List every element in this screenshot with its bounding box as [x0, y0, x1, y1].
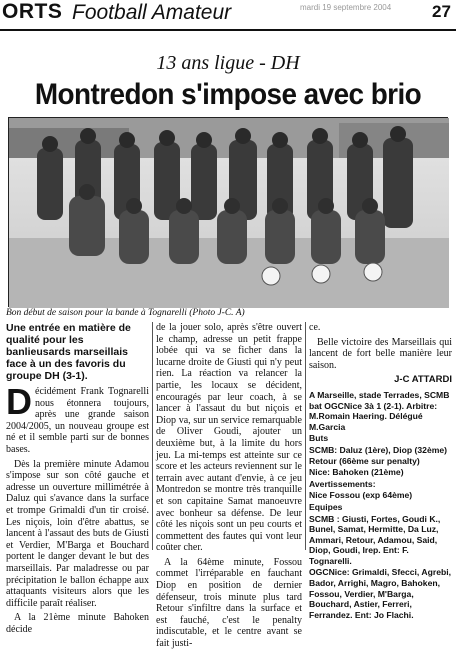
- photo-caption: Bon début de saison pour la bande à Tognarelli (Photo J-C. A): [6, 308, 245, 318]
- article-paragraph: Décidément Frank Tognarelli nous étonnera toujours, après une grande saison 2004/2005, un nouveau groupe est né et il semble parti sur de bonnes bases.: [6, 381, 149, 455]
- article-column-2: [156, 322, 302, 653]
- article-paragraph: de la jouer solo, après s'être ouvert le champ, adresse un petit frappe lobée qui va se ficher dans la lucarne droite de Giusti qui n'y peut rien. La réaction va relancer la partie, les locaux se décident, encouragés par leur coach, à se lancer à l'assaut du but niçois et Diop va, sur un service remarquable de Oliver Goudi, ajouter un deuxième but, à la limite du hors jeu. La mi-temps est atteinte sur ce score et les acteurs reviennent sur le terrain avec autant d'envie, à ce jeu Montredon se montre très tranquille et son capitaine Samat manoeuvre avec bonheur sa défense. De leur côté les niçois sont un peu courts et commettent des fautes qui vont leur coûter cher.: [156, 322, 302, 554]
- drop-cap: D: [6, 381, 32, 422]
- summary-line: Nice: Bahoken (21ème): [309, 467, 404, 478]
- team-photo: [8, 117, 448, 307]
- article-kicker: 13 ans ligue - DH: [156, 52, 300, 74]
- article-paragraph: ce.: [309, 322, 321, 333]
- summary-line: Equipes: [309, 501, 343, 512]
- article-paragraph: Dès la première minute Adamou s'impose sur son côté gauche et adresse un ouverture millimétrée à Daluz qui s'avance dans la surface et trompe Grimaldi d'un tir croisé. Les niçois, loin d'être abattus, se lancent à l'assaut des buts de Giusti et Verdier, M'Barga et Bouchard portent le danger devant le but des marseillais. Par maladresse ou par précipitation le ballon échappe aux attaquants visiteurs alors que les difficile paraît réaliser.: [6, 458, 149, 609]
- page-number: 27: [432, 2, 451, 21]
- section-title: Football Amateur: [72, 1, 232, 24]
- page-header: [0, 0, 456, 30]
- summary-line: Buts: [309, 433, 329, 444]
- article-paragraph: A la 21ème minute Bahoken décide: [6, 612, 149, 635]
- article-paragraph: Belle victoire des Marseillais qui lancent de fort belle manière leur saison.: [309, 336, 452, 371]
- summary-line: Avertissements:: [309, 478, 376, 489]
- match-summary: [309, 390, 452, 620]
- summary-line: Nice Fossou (exp 64ème): [309, 490, 413, 501]
- summary-line: SCMB : Giusti, Fortes, Goudi K., Bunel, Samat, Hermitte, Da Luz, Ammari, Retour, Adamou, Said, Diop, Goudi, Irep. Ent: F. Tognarelli.: [309, 513, 441, 566]
- summary-line: OGCNice: Grimaldi, Sfecci, Agrebi, Bador, Arrighi, Magro, Bahoken, Fossou, Verdier, M'Barga, Bouchard, Astier, Ferreri, Ferrandez. Ent: Jo Flachi.: [309, 567, 451, 620]
- summary-line: A Marseille, stade Terrades, SCMB bat OGCNice 3à 1 (2-1). Arbitre: M.Romain Haering. Délégué M.Garcia: [309, 389, 450, 432]
- section-tab-label: ORTS: [2, 0, 63, 23]
- article-column-1: [6, 322, 149, 638]
- article-paragraph: A la 64ème minute, Fossou commet l'irréparable en fauchant Diop en position de dernier défenseur, trois minute plus tard Retour s'infiltre dans la surface et est fauché, c'est le penalty indiscutable, et le centre avant se fait justi-: [156, 556, 302, 650]
- header-rule: [0, 29, 456, 31]
- article-headline: Montredon s'impose avec brio: [34, 78, 422, 111]
- summary-line: SCMB: Daluz (1ère), Diop (32ème) Retour (66ème sur penalty): [309, 444, 448, 466]
- article-lead: Une entrée en matière de qualité pour les banlieusards marseillais face à un des favoris du groupe DH (3-1).: [6, 322, 131, 382]
- article-column-3: [309, 322, 452, 621]
- column-divider: [152, 322, 153, 550]
- author-signature: J-C ATTARDI: [394, 374, 452, 386]
- issue-date: mardi 19 septembre 2004: [300, 3, 392, 12]
- column-divider: [305, 322, 306, 550]
